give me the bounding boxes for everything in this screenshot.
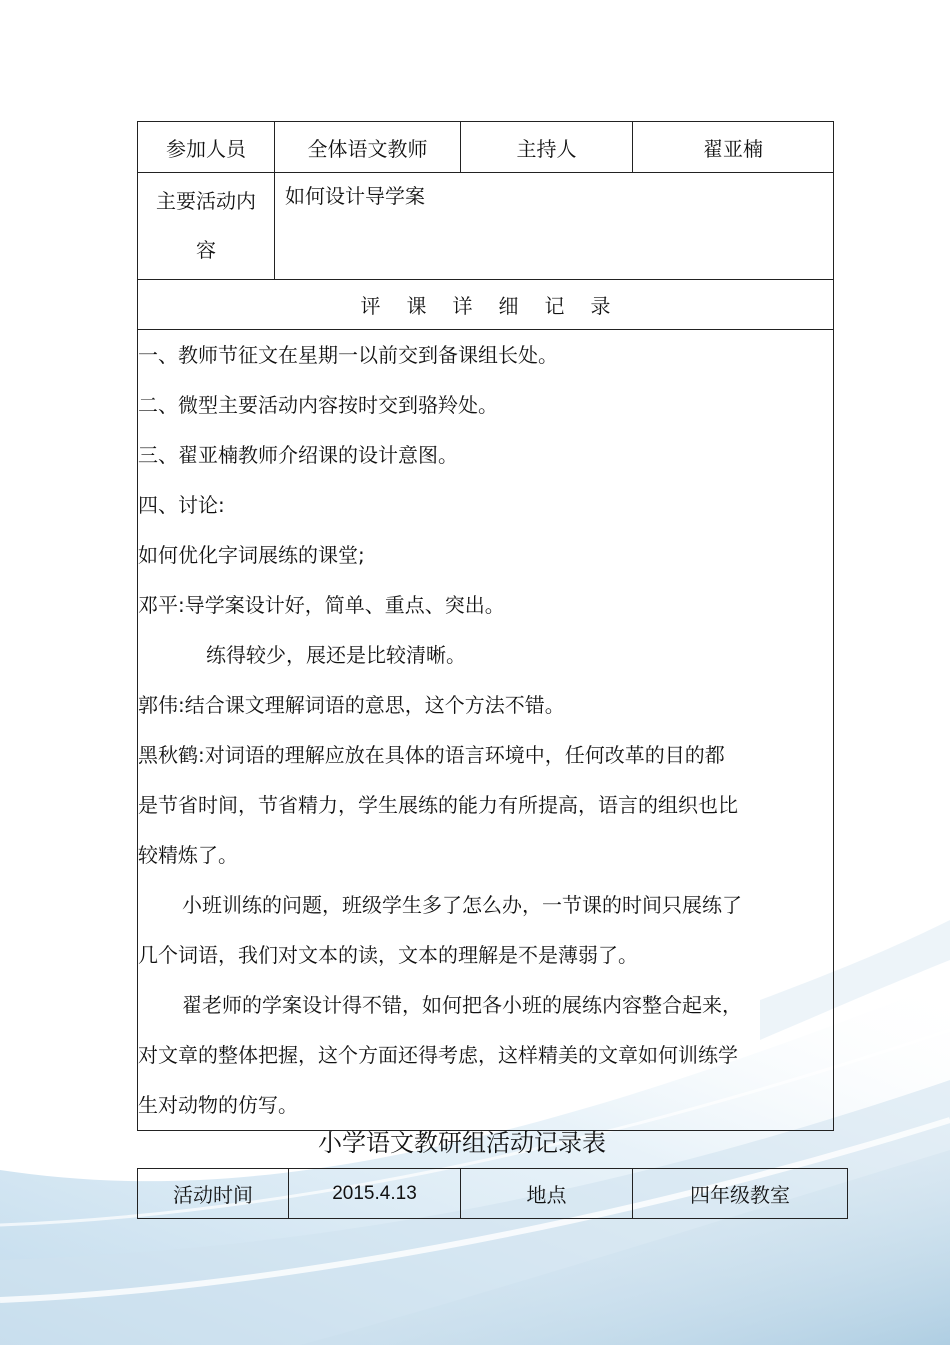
participants-row: [138, 122, 834, 173]
record-line: 邓平:导学案设计好，简单、重点、突出。: [138, 593, 505, 617]
record-line: 三、翟亚楠教师介绍课的设计意图。: [138, 443, 458, 467]
record-line: 黑秋鹤:对词语的理解应放在具体的语言环境中，任何改革的目的都: [138, 743, 725, 767]
record-line: 小班训练的问题，班级学生多了怎么办，一节课的时间只展练了: [182, 893, 742, 917]
record-line: 较精炼了。: [138, 843, 238, 867]
main-content-label-line1: 主要活动内: [156, 189, 256, 213]
record-line: 二、微型主要活动内容按时交到骆羚处。: [138, 393, 498, 417]
record-table: [137, 121, 834, 1131]
host-value: 翟亚楠: [633, 122, 834, 173]
main-content-label: [138, 173, 275, 280]
participants-value: 全体语文教师: [275, 122, 461, 173]
time-value: 2015.4.13: [289, 1169, 461, 1219]
record-line: 是节省时间，节省精力，学生展练的能力有所提高，语言的组织也比: [138, 793, 738, 817]
activity-info-table: [137, 1168, 848, 1219]
place-label: 地点: [461, 1169, 633, 1219]
place-value: 四年级教室: [633, 1169, 848, 1219]
record-line: 一、教师节征文在星期一以前交到备课组长处。: [138, 343, 558, 367]
main-content-label-line2: 容: [196, 238, 216, 262]
record-line: 对文章的整体把握，这个方面还得考虑，这样精美的文章如何训练学: [138, 1043, 738, 1067]
record-body-row: [138, 330, 834, 1131]
record-body: [138, 330, 834, 1131]
activity-info-row: [138, 1169, 848, 1219]
time-label: 活动时间: [138, 1169, 289, 1219]
participants-label: 参加人员: [138, 122, 275, 173]
record-line: 如何优化字词展练的课堂;: [138, 543, 365, 567]
record-line: 练得较少，展还是比较清晰。: [206, 643, 466, 667]
main-content-value: 如何设计导学案: [275, 173, 834, 280]
record-line: 翟老师的学案设计得不错，如何把各小班的展练内容整合起来，: [182, 993, 742, 1017]
section-title-row: [138, 280, 834, 330]
main-content-row: [138, 173, 834, 280]
document-title: 小学语文教研组活动记录表: [318, 1129, 606, 1157]
section-title: 评课详细记录: [138, 280, 834, 330]
record-line: 郭伟:结合课文理解词语的意思，这个方法不错。: [138, 693, 565, 717]
record-line: 四、讨论:: [138, 493, 225, 517]
host-label: 主持人: [461, 122, 633, 173]
record-line: 几个词语，我们对文本的读，文本的理解是不是薄弱了。: [138, 943, 638, 967]
record-line: 生对动物的仿写。: [138, 1093, 298, 1117]
